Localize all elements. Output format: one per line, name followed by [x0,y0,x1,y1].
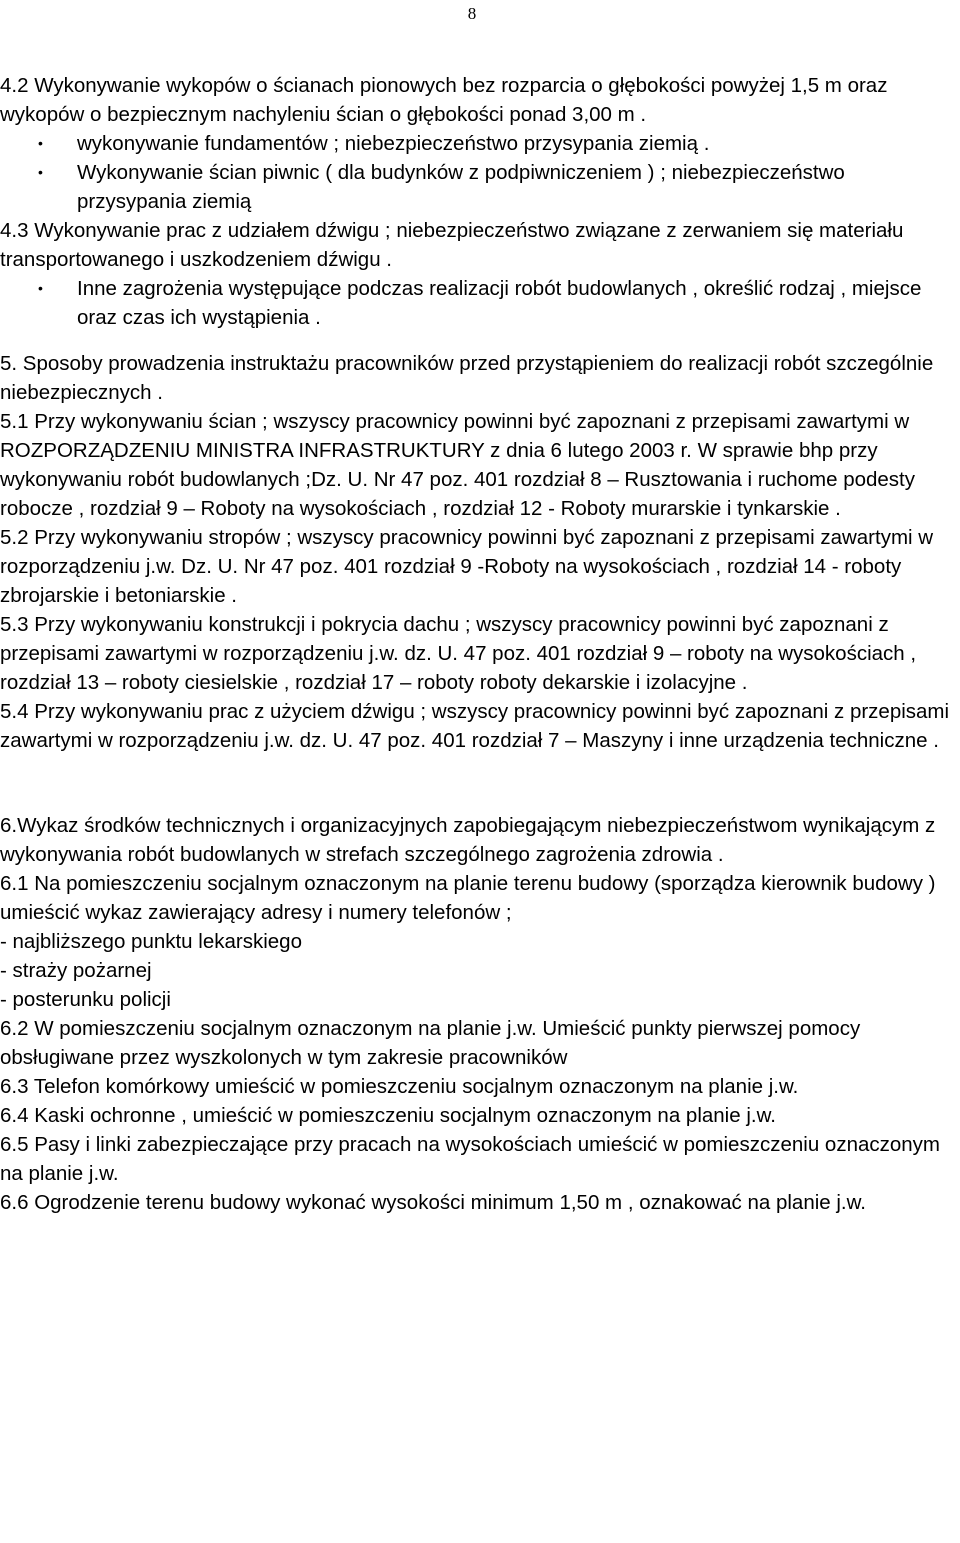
section-4-2-heading: 4.2 Wykonywanie wykopów o ścianach pionowych bez rozparcia o głębokości powyżej 1,5 m oraz wykopów o bezpiecznym nachyleniu ścian o głębokości ponad 3,00 m . [0,74,888,126]
section-6-2: 6.2 W pomieszczeniu socjalnym oznaczonym na planie j.w. Umieścić punkty pierwszej pomocy obsługiwane przez wyszkolonych w tym zakresie pracowników [0,1017,861,1069]
section-6-6: 6.6 Ogrodzenie terenu budowy wykonać wysokości minimum 1,50 m , oznakować na planie j.w. [0,1191,866,1214]
contact-item: - straży pożarnej [0,959,152,982]
section-5-4: 5.4 Przy wykonywaniu prac z użyciem dźwigu ; wszyscy pracownicy powinni być zapoznani z przepisami zawartymi w rozporządzeniu j.w. dz. U. 47 poz. 401 rozdział 7 – Maszyny i inne urządzenia techniczne . [0,700,950,752]
section-6-3: 6.3 Telefon komórkowy umieścić w pomieszczeniu socjalnym oznaczonym na planie j.w. [0,1075,799,1098]
bullet-text: wykonywanie fundamentów ; niebezpieczeństwo przysypania ziemią . [77,132,710,155]
section-6-5: 6.5 Pasy i linki zabezpieczające przy pracach na wysokościach umieścić w pomieszczeniu oznaczonym na planie j.w. [0,1133,940,1185]
list-item [0,129,960,158]
section-5-heading: 5. Sposoby prowadzenia instruktażu pracowników przed przystąpieniem do realizacji robót szczególnie niebezpiecznych . [0,352,934,404]
section-6-4: 6.4 Kaski ochronne , umieścić w pomieszczeniu socjalnym oznaczonym na planie j.w. [0,1104,776,1127]
bullet-text: Inne zagrożenia występujące podczas realizacji robót budowlanych , określić rodzaj , miejsce oraz czas ich wystąpienia . [77,277,922,329]
section-5-3: 5.3 Przy wykonywaniu konstrukcji i pokrycia dachu ; wszyscy pracownicy powinni być zapoznani z przepisami zawartymi w rozporządzeniu j.w. dz. U. 47 poz. 401 rozdział 9 – roboty na wysokościach , rozdział 13 – roboty ciesielskie , rozdział 17 – roboty roboty dekarskie i izolacyjne . [0,613,917,694]
page-number: 8 [467,4,477,23]
section-4-2-bullets [0,129,960,216]
bullet-icon: • [38,135,43,151]
section-4-3-heading: 4.3 Wykonywanie prac z udziałem dźwigu ; niebezpieczeństwo związane z zerwaniem się materiału transportowanego i uszkodzeniem dźwigu . [0,219,904,271]
section-5-1: 5.1 Przy wykonywaniu ścian ; wszyscy pracownicy powinni być zapoznani z przepisami zawartymi w ROZPORZĄDZENIU MINISTRA INFRASTRUKTURY z dnia 6 lutego 2003 r. W sprawie bhp przy wykonywaniu robót budowlanych ;Dz. U. Nr 47 poz. 401 rozdział 8 – Rusztowania i ruchome podesty robocze , rozdział 9 – Roboty na wysokościach , rozdział 12 - Roboty murarskie i tynkarskie . [0,410,915,520]
list-item [0,274,960,332]
list-item [0,158,960,216]
contact-item: - najbliższego punktu lekarskiego [0,930,302,953]
bullet-icon: • [38,164,43,180]
spacer [0,332,960,349]
bullet-icon: • [38,280,43,296]
section-4-3-bullets [0,274,960,332]
contact-item: - posterunku policji [0,988,171,1011]
section-6-1: 6.1 Na pomieszczeniu socjalnym oznaczonym na planie terenu budowy (sporządza kierownik budowy ) umieścić wykaz zawierający adresy i numery telefonów ; [0,872,936,924]
document-body [0,71,960,1217]
bullet-text: Wykonywanie ścian piwnic ( dla budynków z podpiwniczeniem ) ; niebezpieczeństwo przysypania ziemią [77,161,845,213]
section-5-2: 5.2 Przy wykonywaniu stropów ; wszyscy pracownicy powinni być zapoznani z przepisami zawartymi w rozporządzeniu j.w. Dz. U. Nr 47 poz. 401 rozdział 9 -Roboty na wysokościach , rozdział 14 - roboty zbrojarskie i betoniarskie . [0,526,934,607]
spacer [0,755,960,811]
section-6-heading: 6.Wykaz środków technicznych i organizacyjnych zapobiegającym niebezpieczeństwom wynikającym z wykonywania robót budowlanych w strefach szczególnego zagrożenia zdrowia . [0,814,936,866]
